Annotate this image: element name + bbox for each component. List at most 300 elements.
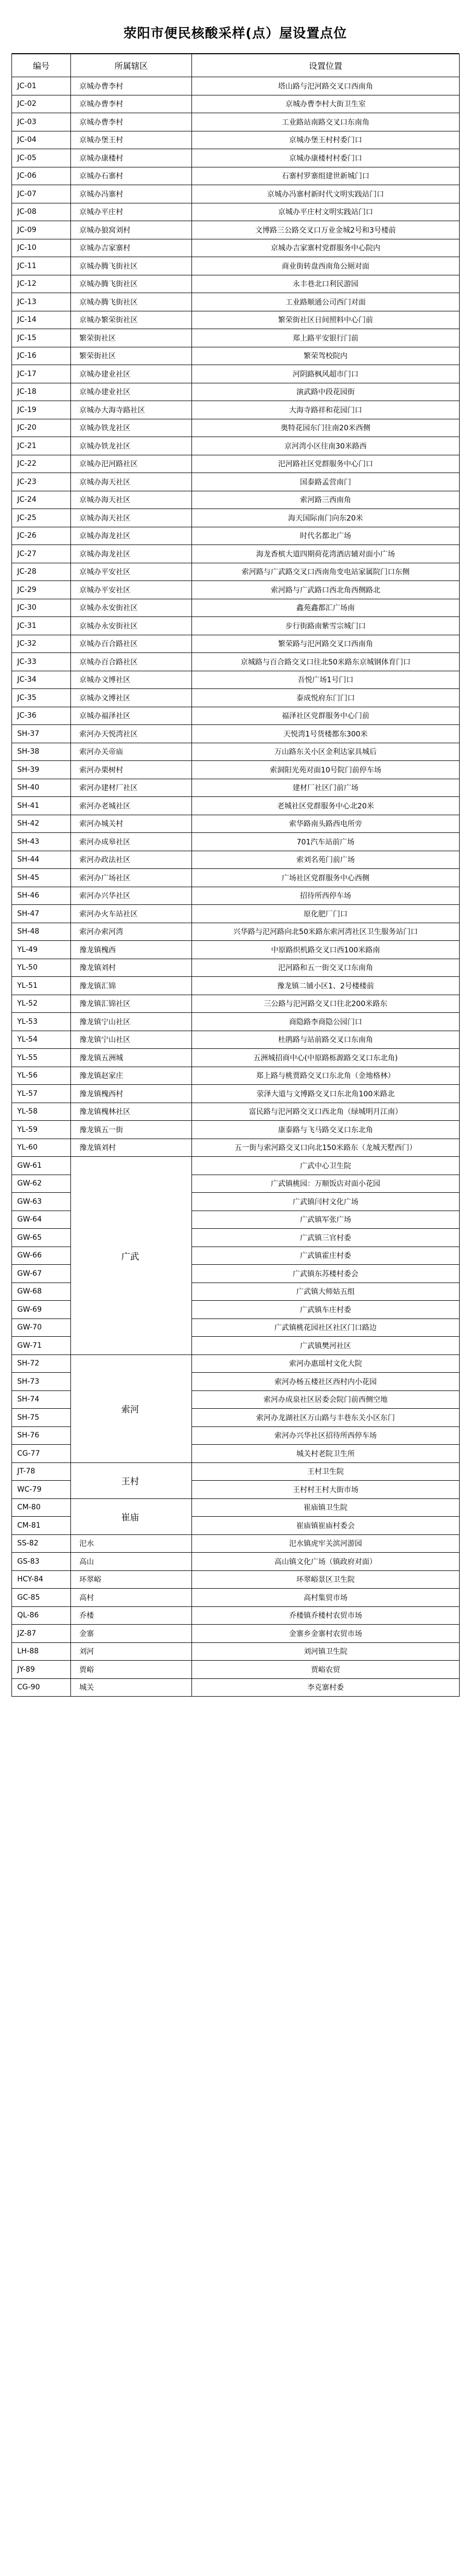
row-district: 环翠峪 xyxy=(71,1570,192,1589)
merged-district-cell: 崔庙 xyxy=(71,1498,192,1534)
row-code: SH-37 xyxy=(12,725,71,743)
row-code: JC-34 xyxy=(12,671,71,689)
row-district: 索河办建材厂社区 xyxy=(71,779,192,797)
row-location: 城关村老院卫生所 xyxy=(192,1445,460,1463)
row-location: 广武镇闫村文化广场 xyxy=(192,1193,460,1211)
row-code: JC-18 xyxy=(12,383,71,401)
row-location: 王村村王村大街市场 xyxy=(192,1481,460,1499)
row-location: 高山镇文化广场（镇政府对面） xyxy=(192,1553,460,1571)
row-code: JC-24 xyxy=(12,491,71,509)
row-district: 豫龙镇槐林社区 xyxy=(71,1103,192,1121)
row-location: 索洞阳光苑对面10号院门前停车场 xyxy=(192,761,460,779)
row-location: 汜水镇虎牢关滨河游园 xyxy=(192,1534,460,1553)
row-code: SH-46 xyxy=(12,887,71,905)
row-code: GW-67 xyxy=(12,1265,71,1283)
table-row xyxy=(12,347,460,365)
row-location: 京城办吉家寨村党群服务中心院内 xyxy=(192,239,460,257)
row-code: HCY-84 xyxy=(12,1570,71,1589)
table-row xyxy=(12,959,460,977)
row-code: JC-06 xyxy=(12,167,71,185)
row-code: JC-16 xyxy=(12,347,71,365)
row-location: 康泰路与飞马路交叉口东北角 xyxy=(192,1121,460,1139)
row-code: SH-44 xyxy=(12,851,71,869)
row-district: 索河办关帝庙 xyxy=(71,743,192,761)
table-row xyxy=(12,1642,460,1661)
row-location: 天悦湾1号货楼都东300米 xyxy=(192,725,460,743)
row-code: YL-59 xyxy=(12,1121,71,1139)
table-row xyxy=(12,743,460,761)
row-location: 中原路织机路交叉口西100米路南 xyxy=(192,941,460,959)
row-location: 京城办冯寨村新时代文明实践站门口 xyxy=(192,185,460,203)
row-code: YL-55 xyxy=(12,1049,71,1067)
row-district: 京城办百合路社区 xyxy=(71,635,192,653)
row-district: 京城办海天社区 xyxy=(71,491,192,509)
row-location: 福泽社区党群服务中心门前 xyxy=(192,707,460,725)
table-row xyxy=(12,239,460,257)
row-code: JC-29 xyxy=(12,581,71,599)
table-row xyxy=(12,833,460,851)
row-district: 京城办建业社区 xyxy=(71,383,192,401)
row-location: 广武中心卫生院 xyxy=(192,1157,460,1175)
row-code: YL-58 xyxy=(12,1103,71,1121)
row-code: JC-01 xyxy=(12,77,71,95)
row-code: JC-17 xyxy=(12,365,71,383)
row-location: 五一街与索河路交叉口向北150米路东（龙城天墅西门） xyxy=(192,1139,460,1157)
row-code: SH-43 xyxy=(12,833,71,851)
row-location: 刘河镇卫生院 xyxy=(192,1642,460,1661)
row-location: 奥特花园东门往南20米西侧 xyxy=(192,419,460,437)
row-location: 环翠峪景区卫生院 xyxy=(192,1570,460,1589)
row-location: 原化肥厂门口 xyxy=(192,905,460,923)
row-district: 京城办海天社区 xyxy=(71,473,192,491)
table-row xyxy=(12,131,460,149)
table-row xyxy=(12,527,460,545)
row-code: SH-40 xyxy=(12,779,71,797)
row-district: 繁荣街社区 xyxy=(71,329,192,347)
row-district: 京城办康楼村 xyxy=(71,149,192,167)
row-district: 京城办腾飞街社区 xyxy=(71,293,192,311)
row-location: 工业路顺通公司西门对面 xyxy=(192,293,460,311)
row-location: 广武镇桃园：万顺饭店对面小花园 xyxy=(192,1175,460,1193)
row-location: 索河办龙湖社区万山路与丰巷东关小区东门 xyxy=(192,1409,460,1427)
row-district: 刘河 xyxy=(71,1642,192,1661)
row-location: 繁荣路与汜河路交叉口西南角 xyxy=(192,635,460,653)
row-location: 广武镇霍庄村委 xyxy=(192,1247,460,1265)
row-district: 京城办石寨村 xyxy=(71,167,192,185)
row-district: 京城办汜河路社区 xyxy=(71,455,192,473)
row-location: 高村集贸市场 xyxy=(192,1589,460,1607)
table-row xyxy=(12,563,460,581)
row-district: 京城办铁龙社区 xyxy=(71,419,192,437)
row-code: JC-19 xyxy=(12,401,71,419)
row-code: GW-62 xyxy=(12,1175,71,1193)
row-code: YL-50 xyxy=(12,959,71,977)
table-row xyxy=(12,1498,460,1517)
table-row xyxy=(12,509,460,527)
row-district: 乔楼 xyxy=(71,1606,192,1625)
header-district: 所属辖区 xyxy=(71,54,192,77)
row-code: GW-68 xyxy=(12,1283,71,1301)
row-location: 泰成悦府东门门口 xyxy=(192,689,460,707)
row-location: 广场社区党群服务中心西侧 xyxy=(192,869,460,887)
table-row xyxy=(12,725,460,743)
row-code: GW-70 xyxy=(12,1319,71,1337)
row-location: 郑上路与桃贾路交叉口东北角（金地格林） xyxy=(192,1067,460,1085)
sites-table xyxy=(11,54,460,1697)
row-code: JC-30 xyxy=(12,599,71,617)
row-location: 海龙香槟大道四期荷花湾酒店辅对面小广场 xyxy=(192,545,460,563)
row-district: 索河办政法社区 xyxy=(71,851,192,869)
row-code: WC-79 xyxy=(12,1481,71,1499)
table-row xyxy=(12,941,460,959)
row-location: 李克寨村委 xyxy=(192,1678,460,1697)
row-code: JC-35 xyxy=(12,689,71,707)
row-location: 建材厂社区门前广场 xyxy=(192,779,460,797)
table-row xyxy=(12,491,460,509)
row-code: GW-69 xyxy=(12,1301,71,1319)
row-location: 兴华路与汜河路向北50米路东索河湾社区卫生服务站门口 xyxy=(192,923,460,941)
row-location: 五洲城招商中心(中原路栎源路交叉口东北角) xyxy=(192,1049,460,1067)
row-location: 广武镇东苏楼村委会 xyxy=(192,1265,460,1283)
row-district: 京城办永安街社区 xyxy=(71,617,192,635)
row-location: 广武镇三官村委 xyxy=(192,1229,460,1247)
row-district: 豫龙镇宁山社区 xyxy=(71,1031,192,1049)
row-location: 汜河路和五一街交叉口东南角 xyxy=(192,959,460,977)
row-location: 索河办成泉社区居委会院门前西侧空地 xyxy=(192,1390,460,1409)
row-location: 广武镇樊河社区 xyxy=(192,1337,460,1355)
row-location: 广武镇车庄村委 xyxy=(192,1301,460,1319)
row-location: 大海寺路祥和花园门口 xyxy=(192,401,460,419)
row-location: 索华路南头路西电所旁 xyxy=(192,815,460,833)
row-district: 京城办百合路社区 xyxy=(71,653,192,671)
table-row xyxy=(12,1534,460,1553)
row-location: 繁荣街社区日间照料中心门前 xyxy=(192,311,460,329)
row-code: JC-02 xyxy=(12,95,71,113)
row-code: JC-12 xyxy=(12,275,71,293)
table-row xyxy=(12,1013,460,1031)
row-location: 索河路与广武路交叉口西南角变电站家属院门口东侧 xyxy=(192,563,460,581)
row-code: SH-45 xyxy=(12,869,71,887)
table-row xyxy=(12,1157,460,1175)
table-row xyxy=(12,365,460,383)
table-row xyxy=(12,635,460,653)
row-district: 京城办永安街社区 xyxy=(71,599,192,617)
table-row xyxy=(12,419,460,437)
row-location: 京城办康楼村村委门口 xyxy=(192,149,460,167)
row-code: JC-28 xyxy=(12,563,71,581)
table-row xyxy=(12,113,460,131)
row-location: 京河湾小区往南30米路西 xyxy=(192,437,460,455)
row-code: JC-22 xyxy=(12,455,71,473)
row-code: LH-88 xyxy=(12,1642,71,1661)
row-code: GW-64 xyxy=(12,1211,71,1229)
row-location: 广武镇桃花园社区社区门口路边 xyxy=(192,1319,460,1337)
row-location: 京城办曹李村大街卫生室 xyxy=(192,95,460,113)
row-district: 豫龙镇刘村 xyxy=(71,959,192,977)
table-row xyxy=(12,401,460,419)
row-district: 京城办福泽社区 xyxy=(71,707,192,725)
row-location: 广武镇大师姑五组 xyxy=(192,1283,460,1301)
row-location: 杜鹃路与站前路交叉口东南角 xyxy=(192,1031,460,1049)
row-code: JC-33 xyxy=(12,653,71,671)
row-code: JC-08 xyxy=(12,203,71,221)
row-district: 汜水 xyxy=(71,1534,192,1553)
row-location: 繁荣驾校院内 xyxy=(192,347,460,365)
table-row xyxy=(12,311,460,329)
row-district: 豫龙镇槐西 xyxy=(71,941,192,959)
row-location: 演武路中段花园街 xyxy=(192,383,460,401)
row-code: JC-26 xyxy=(12,527,71,545)
table-row xyxy=(12,437,460,455)
merged-district-cell: 广武 xyxy=(71,1157,192,1355)
row-code: JC-25 xyxy=(12,509,71,527)
table-row xyxy=(12,617,460,635)
row-location: 索河办兴华社区招待所西停车场 xyxy=(192,1426,460,1445)
row-location: 701汽车站前广场 xyxy=(192,833,460,851)
table-row xyxy=(12,473,460,491)
table-row xyxy=(12,1589,460,1607)
table-row xyxy=(12,1085,460,1103)
row-location: 乔楼镇乔楼村农贸市场 xyxy=(192,1606,460,1625)
row-district: 贾峪 xyxy=(71,1661,192,1679)
table-row xyxy=(12,599,460,617)
row-location: 索河路三西南角 xyxy=(192,491,460,509)
row-code: SH-41 xyxy=(12,797,71,815)
row-district: 豫龙镇五洲城 xyxy=(71,1049,192,1067)
table-row xyxy=(12,1625,460,1643)
row-code: YL-57 xyxy=(12,1085,71,1103)
row-code: JC-09 xyxy=(12,221,71,239)
table-row xyxy=(12,1462,460,1481)
row-district: 索河办火车站社区 xyxy=(71,905,192,923)
row-location: 京城办堡王村村委门口 xyxy=(192,131,460,149)
row-location: 索河路与广武路口西北角西侧路北 xyxy=(192,581,460,599)
table-row xyxy=(12,1606,460,1625)
row-code: JC-10 xyxy=(12,239,71,257)
row-district: 京城办大海寺路社区 xyxy=(71,401,192,419)
row-district: 京城办平安社区 xyxy=(71,563,192,581)
row-code: JC-04 xyxy=(12,131,71,149)
header-location: 设置位置 xyxy=(192,54,460,77)
row-location: 京城路与百合路交叉口往北50米路东京城钢体育门口 xyxy=(192,653,460,671)
row-code: SH-74 xyxy=(12,1390,71,1409)
row-district: 京城办吉家寨村 xyxy=(71,239,192,257)
row-district: 京城办建业社区 xyxy=(71,365,192,383)
row-district: 京城办狼窝刘村 xyxy=(71,221,192,239)
table-row xyxy=(12,851,460,869)
row-location: 海天国际南门向东20米 xyxy=(192,509,460,527)
table-row xyxy=(12,1121,460,1139)
row-code: JC-03 xyxy=(12,113,71,131)
row-district: 索河办栗树村 xyxy=(71,761,192,779)
row-code: GS-83 xyxy=(12,1553,71,1571)
table-row xyxy=(12,1678,460,1697)
row-location: 崔庙镇卫生院 xyxy=(192,1498,460,1517)
table-row xyxy=(12,653,460,671)
row-district: 索河办天悦湾社区 xyxy=(71,725,192,743)
row-code: JT-78 xyxy=(12,1462,71,1481)
table-row xyxy=(12,1067,460,1085)
row-location: 豫龙镇二铺小区1、2号楼楼前 xyxy=(192,977,460,995)
row-code: YL-52 xyxy=(12,995,71,1013)
table-row xyxy=(12,887,460,905)
table-row xyxy=(12,1049,460,1067)
table-row xyxy=(12,275,460,293)
row-district: 京城办曹李村 xyxy=(71,95,192,113)
row-code: YL-56 xyxy=(12,1067,71,1085)
table-row xyxy=(12,1103,460,1121)
table-row xyxy=(12,1661,460,1679)
row-code: SH-75 xyxy=(12,1409,71,1427)
row-location: 索刘名苑门前广场 xyxy=(192,851,460,869)
row-code: JZ-87 xyxy=(12,1625,71,1643)
table-row xyxy=(12,257,460,275)
row-code: GW-63 xyxy=(12,1193,71,1211)
row-location: 河阴路枫风超市门口 xyxy=(192,365,460,383)
row-district: 京城办海天社区 xyxy=(71,509,192,527)
row-location: 贾峪农贸 xyxy=(192,1661,460,1679)
row-code: JC-07 xyxy=(12,185,71,203)
row-location: 三公路与汜河路交叉口往北200米路东 xyxy=(192,995,460,1013)
table-row xyxy=(12,203,460,221)
row-location: 商业街转盘西南角公厕对面 xyxy=(192,257,460,275)
table-row xyxy=(12,167,460,185)
sampling-sites-sheet xyxy=(11,11,459,1697)
row-location: 时代名都北广场 xyxy=(192,527,460,545)
merged-district-cell: 索河 xyxy=(71,1354,192,1462)
row-district: 京城办文博社区 xyxy=(71,671,192,689)
row-district: 京城办堡王村 xyxy=(71,131,192,149)
row-location: 荥泽大道与文博路交叉口东北角100米路北 xyxy=(192,1085,460,1103)
row-location: 招待所西停车场 xyxy=(192,887,460,905)
table-row xyxy=(12,293,460,311)
row-location: 塔山路与汜河路交叉口西南角 xyxy=(192,77,460,95)
row-district: 索河办老城社区 xyxy=(71,797,192,815)
row-location: 老城社区党群服务中心北20米 xyxy=(192,797,460,815)
row-district: 豫龙镇宁山社区 xyxy=(71,1013,192,1031)
table-row xyxy=(12,689,460,707)
merged-district-cell: 王村 xyxy=(71,1462,192,1498)
row-code: SH-73 xyxy=(12,1373,71,1391)
table-row xyxy=(12,779,460,797)
row-location: 吾悦广场1号门口 xyxy=(192,671,460,689)
row-code: GW-71 xyxy=(12,1337,71,1355)
row-location: 郑上路平安银行门前 xyxy=(192,329,460,347)
table-row xyxy=(12,1354,460,1373)
row-code: JC-20 xyxy=(12,419,71,437)
row-code: CG-90 xyxy=(12,1678,71,1697)
row-code: JC-32 xyxy=(12,635,71,653)
row-location: 商隐路李商隐公园门口 xyxy=(192,1013,460,1031)
row-district: 京城办海龙社区 xyxy=(71,545,192,563)
row-district: 高村 xyxy=(71,1589,192,1607)
table-row xyxy=(12,905,460,923)
row-location: 崔庙镇崔庙村委会 xyxy=(192,1517,460,1535)
table-row xyxy=(12,707,460,725)
row-code: SS-82 xyxy=(12,1534,71,1553)
row-location: 工业路站南路交叉口东南角 xyxy=(192,113,460,131)
table-row xyxy=(12,149,460,167)
row-code: SH-38 xyxy=(12,743,71,761)
header-code: 编号 xyxy=(12,54,71,77)
row-code: JY-89 xyxy=(12,1661,71,1679)
row-location: 索河办惠瑶村文化大院 xyxy=(192,1354,460,1373)
table-body xyxy=(12,77,460,1697)
table-row xyxy=(12,185,460,203)
row-code: CG-77 xyxy=(12,1445,71,1463)
row-code: JC-05 xyxy=(12,149,71,167)
row-code: SH-48 xyxy=(12,923,71,941)
row-code: JC-13 xyxy=(12,293,71,311)
row-code: SH-47 xyxy=(12,905,71,923)
row-district: 京城办曹李村 xyxy=(71,113,192,131)
row-code: GW-61 xyxy=(12,1157,71,1175)
row-district: 索河办兴华社区 xyxy=(71,887,192,905)
row-location: 石寨村罗寨组建世新城门口 xyxy=(192,167,460,185)
table-row xyxy=(12,221,460,239)
row-code: JC-11 xyxy=(12,257,71,275)
table-row xyxy=(12,1570,460,1589)
row-code: GW-66 xyxy=(12,1247,71,1265)
row-location: 索河办杨五楼社区西村内小花园 xyxy=(192,1373,460,1391)
row-code: YL-49 xyxy=(12,941,71,959)
row-location: 步行街路南紫雪宗城门口 xyxy=(192,617,460,635)
table-row xyxy=(12,329,460,347)
row-code: GC-85 xyxy=(12,1589,71,1607)
row-district: 京城办腾飞街社区 xyxy=(71,257,192,275)
row-district: 豫龙镇槐西村 xyxy=(71,1085,192,1103)
row-code: SH-72 xyxy=(12,1354,71,1373)
row-district: 京城办平庄村 xyxy=(71,203,192,221)
row-district: 豫龙镇汇锦 xyxy=(71,977,192,995)
row-location: 广武镇军张广场 xyxy=(192,1211,460,1229)
table-row xyxy=(12,869,460,887)
row-code: JC-23 xyxy=(12,473,71,491)
row-location: 富民路与汜河路交叉口西北角（绿城明月江南） xyxy=(192,1103,460,1121)
row-district: 京城办冯寨村 xyxy=(71,185,192,203)
row-district: 京城办繁荣街社区 xyxy=(71,311,192,329)
row-code: QL-86 xyxy=(12,1606,71,1625)
row-code: YL-51 xyxy=(12,977,71,995)
row-district: 豫龙镇赵家庄 xyxy=(71,1067,192,1085)
table-row xyxy=(12,1139,460,1157)
row-code: JC-15 xyxy=(12,329,71,347)
row-code: JC-31 xyxy=(12,617,71,635)
row-district: 豫龙镇刘村 xyxy=(71,1139,192,1157)
row-location: 汜河路社区党群服务中心门口 xyxy=(192,455,460,473)
row-district: 豫龙镇汇锦社区 xyxy=(71,995,192,1013)
table-row xyxy=(12,995,460,1013)
row-code: SH-39 xyxy=(12,761,71,779)
row-district: 京城办海龙社区 xyxy=(71,527,192,545)
row-district: 京城办曹李村 xyxy=(71,77,192,95)
table-row xyxy=(12,923,460,941)
row-district: 索河办索河湾 xyxy=(71,923,192,941)
row-location: 鑫苑鑫都汇广场南 xyxy=(192,599,460,617)
row-code: JC-27 xyxy=(12,545,71,563)
row-location: 王村卫生院 xyxy=(192,1462,460,1481)
table-row xyxy=(12,545,460,563)
table-header-row xyxy=(12,54,460,77)
row-district: 索河办广场社区 xyxy=(71,869,192,887)
table-row xyxy=(12,1553,460,1571)
row-code: CM-81 xyxy=(12,1517,71,1535)
row-code: SH-76 xyxy=(12,1426,71,1445)
row-code: JC-14 xyxy=(12,311,71,329)
table-row xyxy=(12,95,460,113)
row-code: CM-80 xyxy=(12,1498,71,1517)
table-row xyxy=(12,977,460,995)
